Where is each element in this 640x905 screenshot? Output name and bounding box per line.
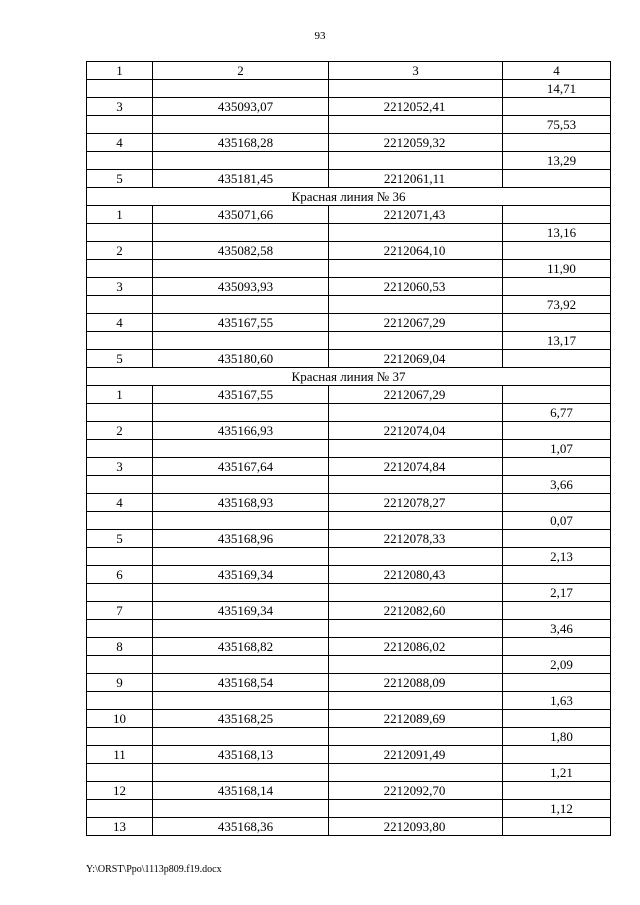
empty-cell [503,494,611,512]
point-row [87,746,611,764]
empty-cell [503,566,611,584]
x-coordinate-cell: 435167,64 [153,458,329,476]
empty-cell [503,638,611,656]
empty-cell [503,314,611,332]
empty-cell [153,224,329,242]
empty-cell [503,350,611,368]
point-number-cell: 7 [87,602,153,620]
distance-cell: 11,90 [503,260,611,278]
empty-cell [153,692,329,710]
empty-cell [329,152,503,170]
y-coordinate-cell: 2212071,43 [329,206,503,224]
distance-row [87,116,611,134]
point-row [87,818,611,836]
empty-cell [329,620,503,638]
distance-cell: 2,17 [503,584,611,602]
point-number-cell: 11 [87,746,153,764]
distance-row [87,584,611,602]
point-number-cell: 4 [87,314,153,332]
point-row [87,710,611,728]
empty-cell [87,332,153,350]
empty-cell [329,548,503,566]
empty-cell [503,134,611,152]
empty-cell [87,656,153,674]
point-number-cell: 10 [87,710,153,728]
y-coordinate-cell: 2212092,70 [329,782,503,800]
point-row [87,386,611,404]
distance-cell: 1,80 [503,728,611,746]
distance-row [87,332,611,350]
footer-file-path: Y:\ORST\Ppo\1113p809.f19.docx [86,864,222,875]
section-title: Красная линия № 37 [87,368,611,386]
point-row [87,350,611,368]
empty-cell [503,530,611,548]
distance-row [87,224,611,242]
empty-cell [87,512,153,530]
y-coordinate-cell: 2212074,84 [329,458,503,476]
point-number-cell: 5 [87,170,153,188]
table-body [87,80,611,836]
x-coordinate-cell: 435169,34 [153,602,329,620]
x-coordinate-cell: 435168,93 [153,494,329,512]
empty-cell [503,674,611,692]
header-cell-1: 1 [87,62,153,80]
x-coordinate-cell: 435168,54 [153,674,329,692]
empty-cell [87,800,153,818]
empty-cell [153,548,329,566]
empty-cell [87,620,153,638]
x-coordinate-cell: 435168,13 [153,746,329,764]
point-number-cell: 6 [87,566,153,584]
distance-row [87,260,611,278]
point-row [87,782,611,800]
point-number-cell: 13 [87,818,153,836]
y-coordinate-cell: 2212067,29 [329,386,503,404]
header-cell-2: 2 [153,62,329,80]
empty-cell [329,332,503,350]
empty-cell [329,692,503,710]
distance-cell: 1,63 [503,692,611,710]
empty-cell [503,206,611,224]
section-title-row [87,188,611,206]
empty-cell [329,476,503,494]
distance-cell: 6,77 [503,404,611,422]
point-row [87,314,611,332]
empty-cell [153,620,329,638]
empty-cell [503,818,611,836]
empty-cell [153,404,329,422]
distance-row [87,512,611,530]
distance-row [87,800,611,818]
point-number-cell: 4 [87,494,153,512]
empty-cell [503,422,611,440]
y-coordinate-cell: 2212078,27 [329,494,503,512]
empty-cell [503,386,611,404]
empty-cell [87,116,153,134]
empty-cell [87,584,153,602]
empty-cell [153,80,329,98]
empty-cell [503,98,611,116]
point-row [87,134,611,152]
empty-cell [329,260,503,278]
page-number: 93 [314,30,326,42]
x-coordinate-cell: 435093,93 [153,278,329,296]
y-coordinate-cell: 2212064,10 [329,242,503,260]
y-coordinate-cell: 2212078,33 [329,530,503,548]
x-coordinate-cell: 435166,93 [153,422,329,440]
empty-cell [153,476,329,494]
empty-cell [87,260,153,278]
point-number-cell: 2 [87,242,153,260]
distance-cell: 75,53 [503,116,611,134]
distance-cell: 3,66 [503,476,611,494]
empty-cell [87,476,153,494]
empty-cell [503,710,611,728]
point-number-cell: 12 [87,782,153,800]
y-coordinate-cell: 2212059,32 [329,134,503,152]
point-number-cell: 2 [87,422,153,440]
point-row [87,458,611,476]
empty-cell [329,512,503,530]
x-coordinate-cell: 435168,28 [153,134,329,152]
distance-cell: 1,12 [503,800,611,818]
point-row [87,638,611,656]
distance-row [87,548,611,566]
empty-cell [153,260,329,278]
empty-cell [153,116,329,134]
distance-row [87,656,611,674]
y-coordinate-cell: 2212089,69 [329,710,503,728]
y-coordinate-cell: 2212074,04 [329,422,503,440]
point-row [87,494,611,512]
empty-cell [503,746,611,764]
empty-cell [87,404,153,422]
point-row [87,278,611,296]
header-cell-4: 4 [503,62,611,80]
x-coordinate-cell: 435168,82 [153,638,329,656]
distance-row [87,440,611,458]
y-coordinate-cell: 2212067,29 [329,314,503,332]
point-row [87,566,611,584]
empty-cell [153,440,329,458]
empty-cell [329,728,503,746]
distance-row [87,620,611,638]
coordinates-table [86,61,611,836]
y-coordinate-cell: 2212060,53 [329,278,503,296]
empty-cell [503,458,611,476]
point-number-cell: 5 [87,530,153,548]
distance-cell: 13,16 [503,224,611,242]
distance-cell: 13,17 [503,332,611,350]
distance-cell: 13,29 [503,152,611,170]
point-number-cell: 3 [87,278,153,296]
empty-cell [153,296,329,314]
y-coordinate-cell: 2212061,11 [329,170,503,188]
empty-cell [87,224,153,242]
point-number-cell: 3 [87,458,153,476]
empty-cell [87,440,153,458]
distance-row [87,728,611,746]
empty-cell [87,764,153,782]
x-coordinate-cell: 435167,55 [153,314,329,332]
distance-row [87,296,611,314]
point-number-cell: 9 [87,674,153,692]
point-number-cell: 1 [87,386,153,404]
empty-cell [153,152,329,170]
distance-cell: 14,71 [503,80,611,98]
x-coordinate-cell: 435181,45 [153,170,329,188]
empty-cell [503,782,611,800]
empty-cell [329,440,503,458]
table-header-row [87,62,611,80]
empty-cell [329,80,503,98]
empty-cell [329,656,503,674]
distance-cell: 1,21 [503,764,611,782]
point-row [87,422,611,440]
y-coordinate-cell: 2212088,09 [329,674,503,692]
empty-cell [503,602,611,620]
empty-cell [153,656,329,674]
empty-cell [329,224,503,242]
distance-row [87,476,611,494]
empty-cell [503,278,611,296]
distance-cell: 3,46 [503,620,611,638]
distance-row [87,764,611,782]
empty-cell [329,404,503,422]
section-title: Красная линия № 36 [87,188,611,206]
point-row [87,602,611,620]
point-number-cell: 3 [87,98,153,116]
empty-cell [87,728,153,746]
y-coordinate-cell: 2212086,02 [329,638,503,656]
empty-cell [329,296,503,314]
x-coordinate-cell: 435093,07 [153,98,329,116]
empty-cell [87,548,153,566]
distance-cell: 2,13 [503,548,611,566]
empty-cell [87,692,153,710]
point-row [87,98,611,116]
empty-cell [87,296,153,314]
empty-cell [153,584,329,602]
empty-cell [153,512,329,530]
empty-cell [153,800,329,818]
x-coordinate-cell: 435168,96 [153,530,329,548]
empty-cell [329,764,503,782]
point-number-cell: 5 [87,350,153,368]
point-row [87,530,611,548]
y-coordinate-cell: 2212093,80 [329,818,503,836]
point-number-cell: 1 [87,206,153,224]
empty-cell [87,152,153,170]
distance-cell: 73,92 [503,296,611,314]
empty-cell [87,80,153,98]
y-coordinate-cell: 2212080,43 [329,566,503,584]
empty-cell [503,170,611,188]
empty-cell [329,800,503,818]
point-row [87,242,611,260]
distance-cell: 1,07 [503,440,611,458]
empty-cell [329,584,503,602]
empty-cell [153,764,329,782]
point-number-cell: 8 [87,638,153,656]
distance-row [87,404,611,422]
x-coordinate-cell: 435168,36 [153,818,329,836]
distance-cell: 0,07 [503,512,611,530]
x-coordinate-cell: 435168,14 [153,782,329,800]
x-coordinate-cell: 435169,34 [153,566,329,584]
x-coordinate-cell: 435180,60 [153,350,329,368]
x-coordinate-cell: 435168,25 [153,710,329,728]
point-number-cell: 4 [87,134,153,152]
empty-cell [503,242,611,260]
section-title-row [87,368,611,386]
distance-row [87,80,611,98]
point-row [87,206,611,224]
point-row [87,170,611,188]
y-coordinate-cell: 2212069,04 [329,350,503,368]
empty-cell [153,728,329,746]
header-cell-3: 3 [329,62,503,80]
y-coordinate-cell: 2212091,49 [329,746,503,764]
x-coordinate-cell: 435167,55 [153,386,329,404]
point-row [87,674,611,692]
y-coordinate-cell: 2212052,41 [329,98,503,116]
x-coordinate-cell: 435071,66 [153,206,329,224]
empty-cell [329,116,503,134]
y-coordinate-cell: 2212082,60 [329,602,503,620]
distance-row [87,692,611,710]
x-coordinate-cell: 435082,58 [153,242,329,260]
distance-cell: 2,09 [503,656,611,674]
distance-row [87,152,611,170]
empty-cell [153,332,329,350]
